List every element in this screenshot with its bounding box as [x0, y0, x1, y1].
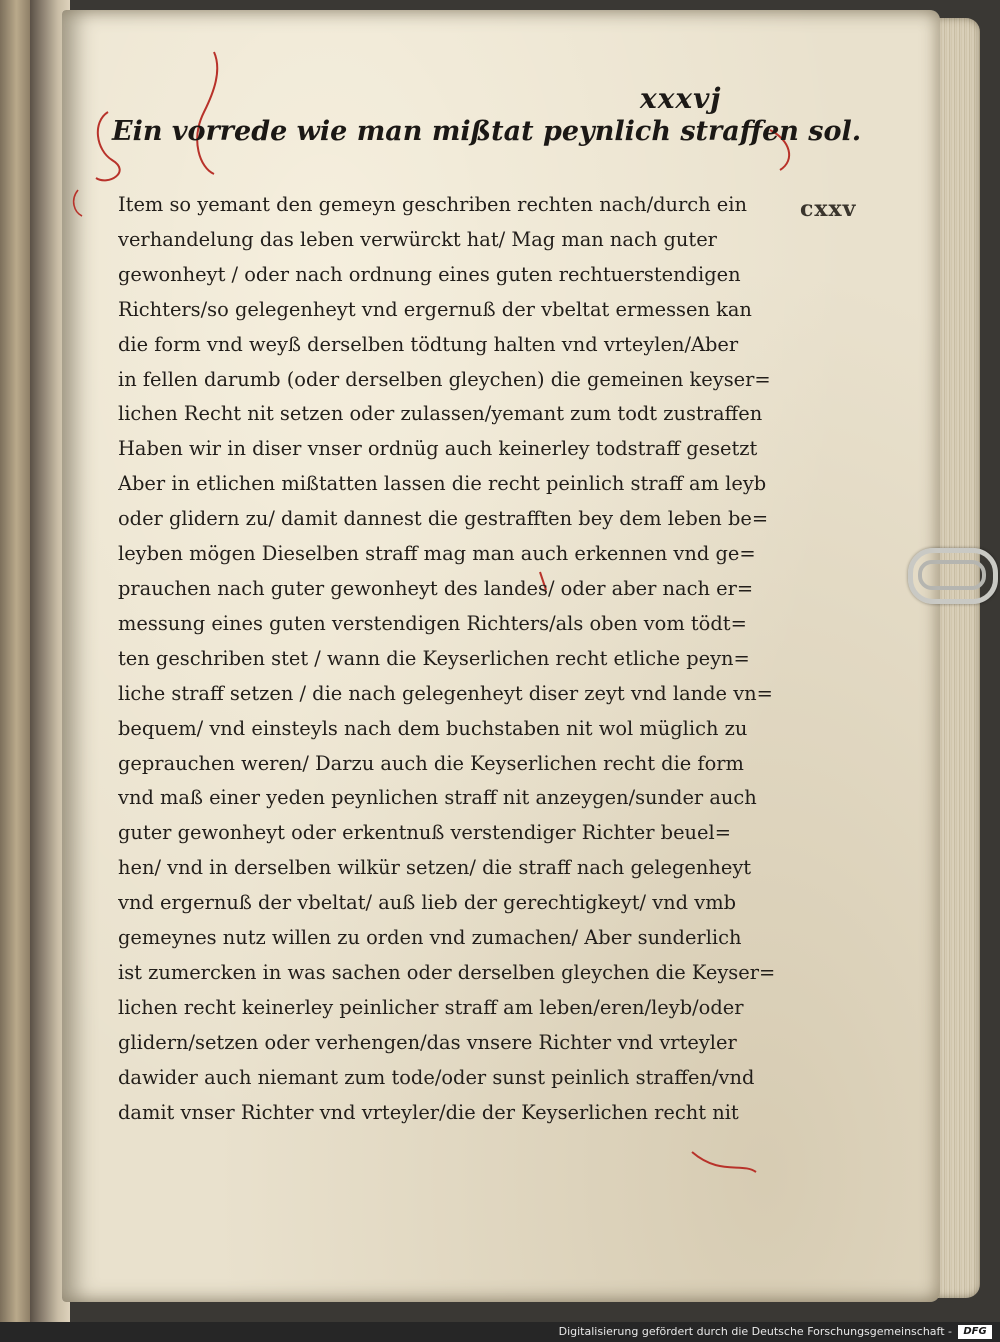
text-line: bequem/ vnd einsteyls nach dem buchstaben nit wol müglich zu [118, 716, 748, 740]
body-text [118, 188, 778, 1130]
text-line: glidern/setzen oder verhengen/das vnsere Richter vnd vrteyler [118, 1030, 737, 1054]
text-line: ist zumercken in was sachen oder derselben gleychen die Keyser= [118, 960, 776, 984]
text-line: vnd maß einer yeden peynlichen straff nit anzeygen/sunder auch [118, 786, 757, 810]
old-folio-number: cxxv [800, 196, 857, 222]
text-line: Richters/so gelegenheyt vnd ergernuß der vbeltat ermessen kan [118, 297, 752, 321]
text-line: leyben mögen Dieselben straff mag man auch erkennen vnd ge= [118, 542, 756, 566]
text-line: guter gewonheyt oder erkentnuß verstendiger Richter beuel= [118, 821, 731, 845]
text-line: in fellen darumb (oder derselben gleychen) die gemeinen keyser= [118, 367, 771, 391]
text-line: gewonheyt / oder nach ordnung eines guten rechtuerstendigen [118, 262, 741, 286]
rubric-margin-mark [74, 190, 82, 216]
text-line: gemeynes nutz willen zu orden vnd zumachen/ Aber sunderlich [118, 926, 742, 950]
text-line: messung eines guten verstendigen Richters/als oben vom tödt= [118, 611, 747, 635]
text-line: lichen recht keinerley peinlicher straff am leben/eren/leyb/oder [118, 995, 744, 1019]
folio-number: xxxvj [640, 82, 722, 115]
text-line: hen/ vnd in derselben wilkür setzen/ die straff nach gelegenheyt [118, 856, 752, 880]
text-line: ten geschriben stet / wann die Keyserlichen recht etliche peyn= [118, 646, 750, 670]
text-line: liche straff setzen / die nach gelegenheyt diser zeyt vnd lande vn= [118, 681, 773, 705]
text-line: Haben wir in diser vnser ordnüg auch keinerley todstraff gesetzt [118, 437, 758, 461]
text-line: oder glidern zu/ damit dannest die gestrafften bey dem leben be= [118, 507, 769, 531]
text-line: lichen Recht nit setzen oder zulassen/yemant zum todt zustraffen [118, 402, 763, 426]
text-line: damit vnser Richter vnd vrteyler/die der Keyserlichen recht nit [118, 1100, 739, 1124]
dfg-logo: DFG [958, 1325, 992, 1339]
credit-text: Digitalisierung gefördert durch die Deutsche Forschungsgemeinschaft - [558, 1325, 952, 1338]
credit-footer [0, 1322, 1000, 1342]
text-line: verhandelung das leben verwürckt hat/ Mag man nach guter [118, 227, 717, 251]
text-line: Item so yemant den gemeyn geschriben rechten nach/durch ein [118, 193, 747, 216]
rubric-bottom-flourish [692, 1152, 756, 1172]
page-heading: Ein vorrede wie man mißtat peynlich straffen sol. [112, 116, 862, 147]
text-line: Aber in etlichen mißtatten lassen die recht peinlich straff am leyb [118, 472, 767, 496]
text-line: die form vnd weyß derselben tödtung halten vnd vrteylen/Aber [118, 332, 739, 356]
text-line: vnd ergernuß der vbeltat/ auß lieb der gerechtigkeyt/ vnd vmb [118, 891, 736, 915]
paper-clip-inner-loop [918, 560, 986, 590]
rubric-initial-flourish [197, 52, 217, 174]
text-line: dawider auch niemant zum tode/oder sunst peinlich straffen/vnd [118, 1065, 755, 1089]
text-line: geprauchen weren/ Darzu auch die Keyserlichen recht die form [118, 751, 744, 775]
text-line: prauchen nach guter gewonheyt des landes/ oder aber nach er= [118, 576, 754, 600]
